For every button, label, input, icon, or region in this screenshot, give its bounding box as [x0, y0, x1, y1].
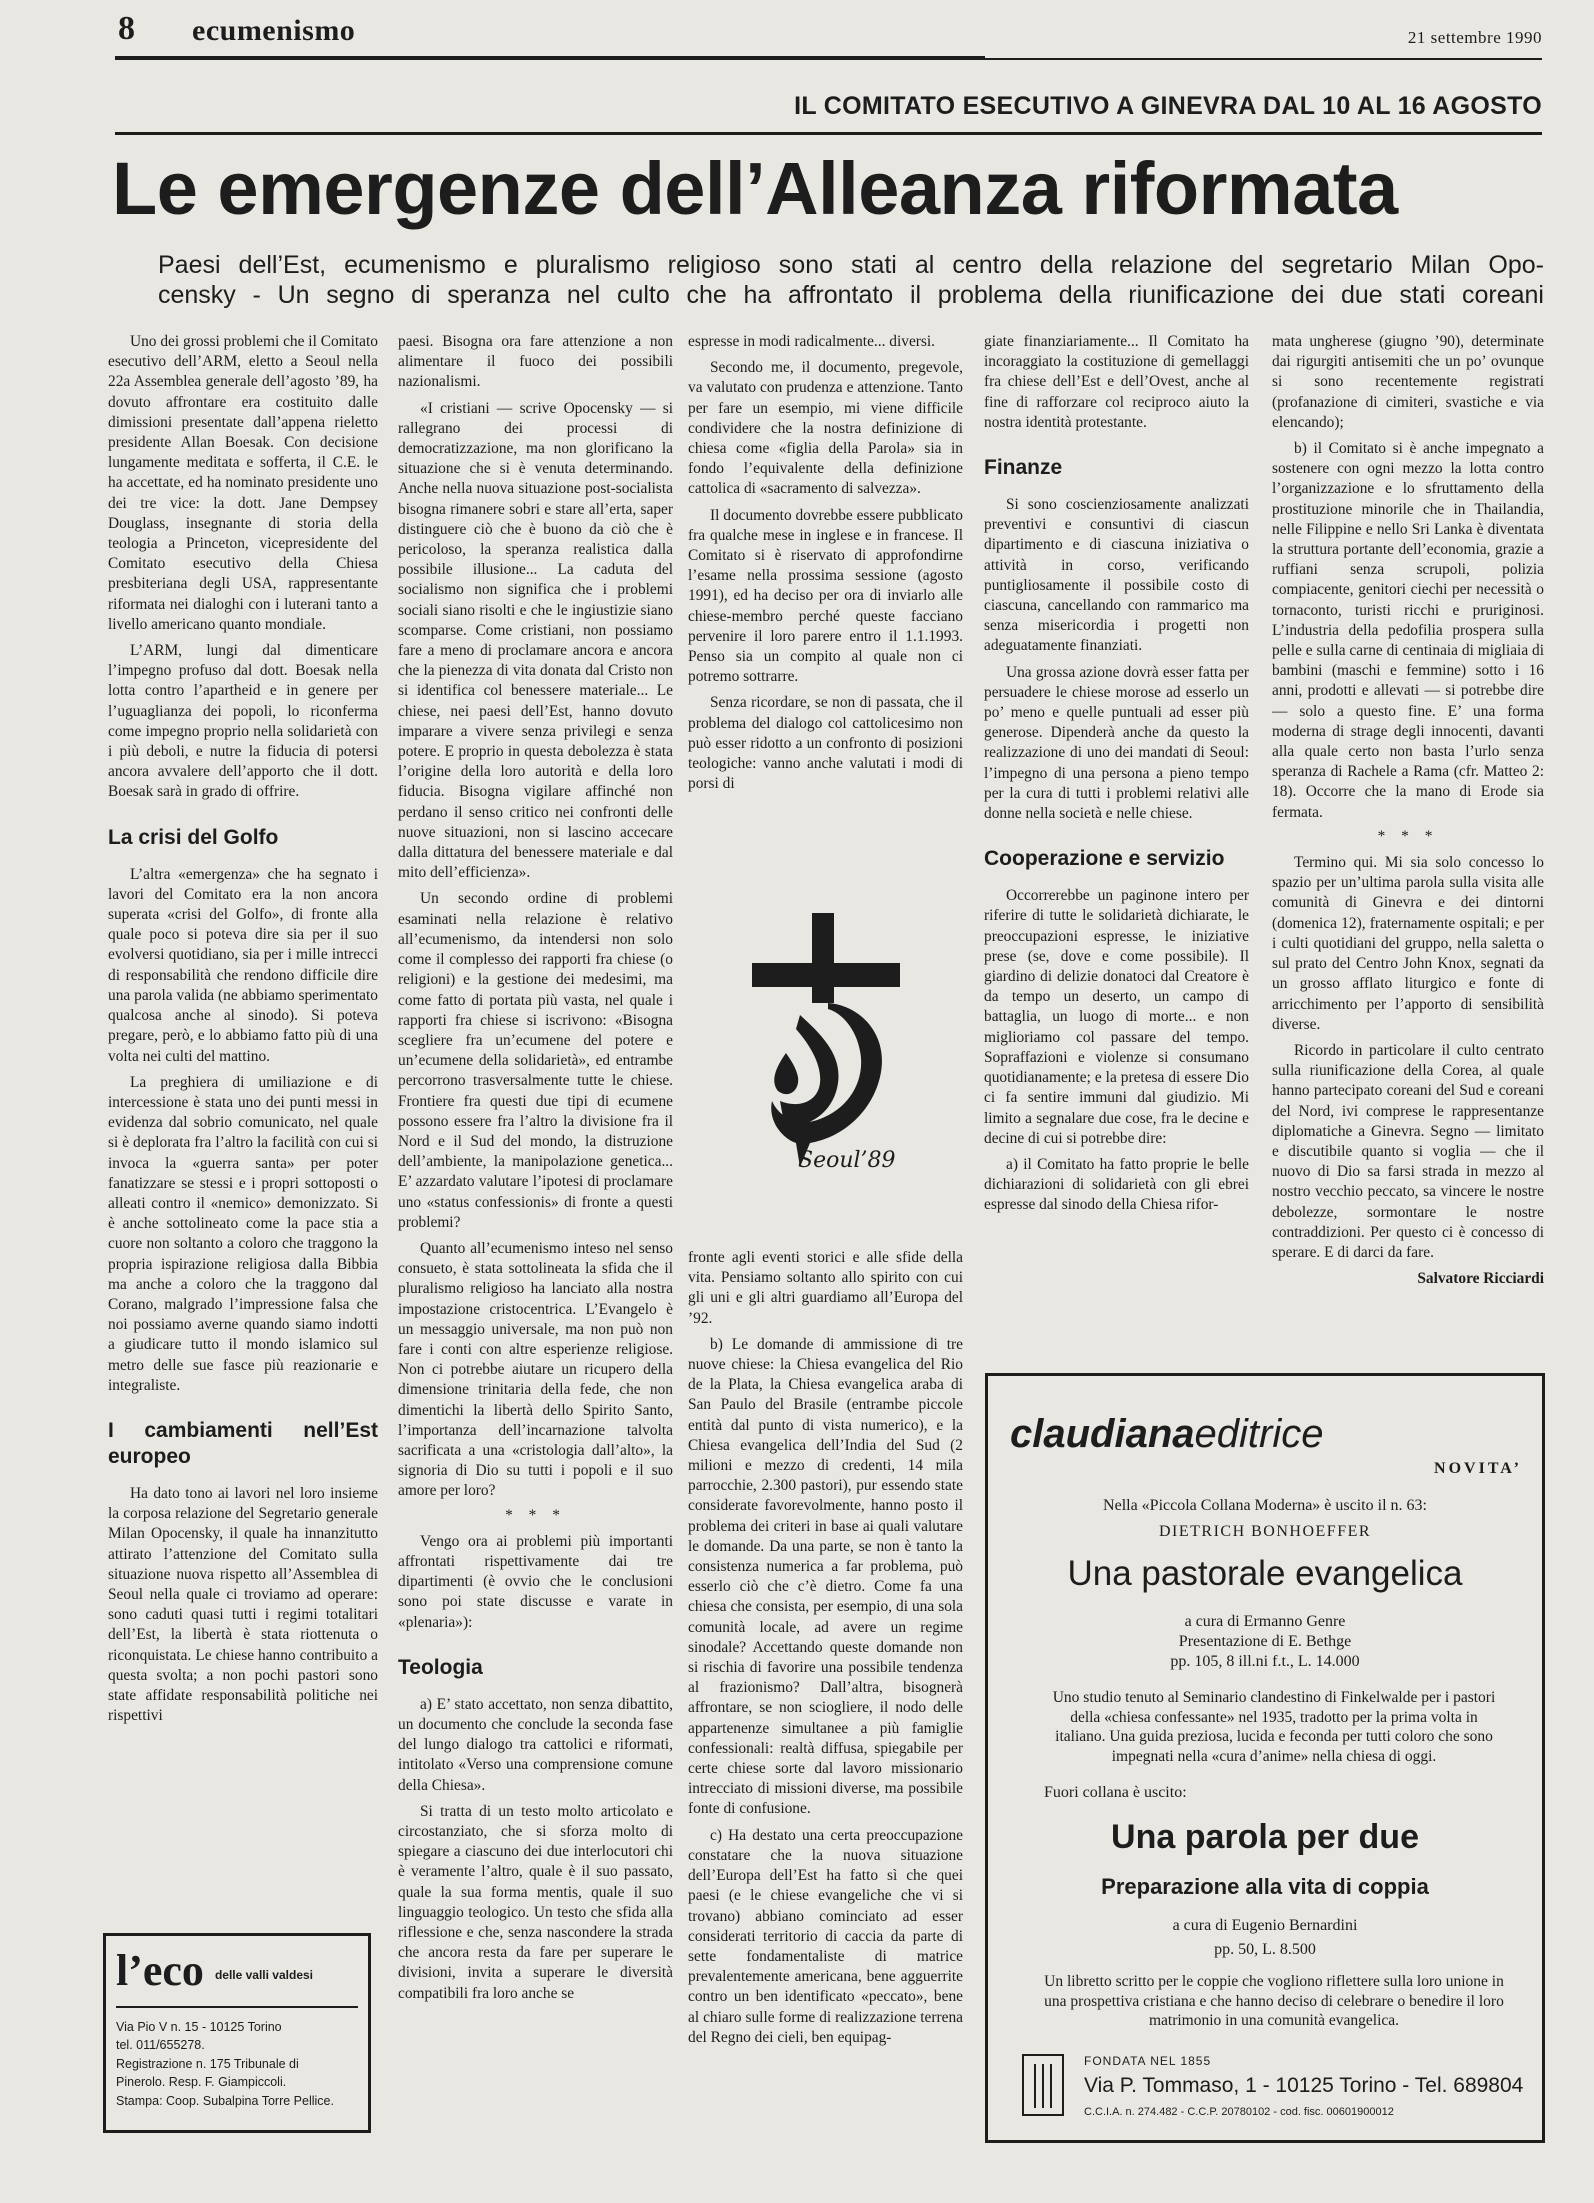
- article-column-2: [398, 332, 673, 2142]
- issue-date: 21 settembre 1990: [1407, 28, 1542, 47]
- paragraph: «I cristiani — scrive Opocensky — si rallegrano dei processi di democratizzazione, ma non glorificano la situazione che si è venuta determinando. Anche nella nuova situazione post-socialista bisogna rimanere sobri e stare all’erta, saper distinguere ciò che è buono da ciò che è pericoloso, la speranza realistica dalla possibile illusione... La caduta del socialismo non significa che i problemi sociali siano risolti e che le ingiustizie siano scomparse. Come cristiani, non possiamo fare a meno di proclamare ancora e ancora che la pienezza di vita donata dal Cristo non si identifica col benessere materiale... Le chiese, nei paesi dell’Est, hanno dovuto imparare a vivere senza privilegi e senza potere. E proprio in questa debolezza è stata l’origine della loro autorità e della loro fiducia. Bisogna vigilare affinché non perdano il senso critico nei confronti delle nuove situazioni, non si lascino accecare dalla dittatura del benessere materiale e dal mito dell’efficienza».: [398, 399, 673, 882]
- ad-book2-subtitle: Preparazione alla vita di coppia: [1101, 1874, 1429, 1899]
- ad-codes: C.C.I.A. n. 274.482 - C.C.P. 20780102 - cod. fisc. 00601900012: [1084, 2106, 1394, 2118]
- ad-book2-cura: a cura di Eugenio Bernardini: [1172, 1917, 1358, 1934]
- ad-brand-bold: claudiana: [1010, 1412, 1195, 1456]
- ad-brand-light: editrice: [1194, 1412, 1324, 1456]
- section-break: * * *: [505, 1506, 566, 1524]
- logo-caption: Seoul’89: [798, 1148, 896, 1173]
- eco-rule: [116, 2006, 358, 2008]
- ad-book1-pres: Presentazione di E. Bethge: [1178, 1633, 1352, 1650]
- paragraph: Vengo ora ai problemi più importanti affrontati rispettivamente dai tre dipartimenti (è ovvio che le conclusioni sono poi state discusse e varate in «plenaria»):: [398, 1532, 673, 1631]
- eco-title: [116, 1948, 358, 1998]
- cross-logo-icon: [740, 905, 910, 1185]
- kicker: IL COMITATO ESECUTIVO A GINEVRA DAL 10 AL 16 AGOSTO: [794, 92, 1542, 120]
- ad-book1-price: pp. 105, 8 ill.ni f.t., L. 14.000: [1170, 1653, 1360, 1670]
- paragraph: Senza ricordare, se non di passata, che il problema del dialogo col cattolicesimo non può esser ridotto a un confronto di posizioni teologiche: vanno anche valutati i modi di porsi di: [688, 694, 963, 793]
- paragraph: Secondo me, il documento, pregevole, va valutato con prudenza e attenzione. Tanto per fare un esempio, mi viene difficile condividere che la nostra definizione di chiesa come «figlia della Parola» sia in fondo l’equivalente della definizione cattolica di «sacramento di salvezza».: [688, 359, 963, 498]
- ad-book1-cura: a cura di Ermanno Genre: [1184, 1613, 1346, 1630]
- paragraph: c) Ha destato una certa preoccupazione constatare che la nuova situazione dell’Europa dell’Est ha fatto sì che quei paesi (e le chiese evangeliche che vi si trovano) abbiano cominciato ad esser considerati territorio di caccia da parte di sette fondamentaliste di matrice prevalentemente americana, bene agguerrite contro un ben identificato «peccato», bene al chiaro sulle forme di realizzazione terrena del Regno dei cieli, ben equipag-: [688, 1826, 963, 2046]
- paragraph: Il documento dovrebbe essere pubblicato fra qualche mese in inglese e in francese. Il Comitato si è riservato di approfondirne l’esame nella prossima sessione (agosto 1991), ed ha deciso per ora di inviarlo alle chiese-membro perché queste facciano pervenire il loro parere entro il 1.1.1993. Penso sia un compito al quale non ci potremo sottrarre.: [688, 506, 963, 686]
- headline: Le emergenze dell’Alleanza riformata: [112, 147, 1398, 230]
- paragraph: Occorrerebbe un paginone intero per riferire di tutte le solidarietà dichiarate, le preoccupazioni espresse, le iniziative prese (se, dove e come possibile). Il giardino di delizie donatoci dal Creatore è da tempo un deserto, un campo di battaglia, un luogo di morte... e non miglioriamo col passare del tempo. Sopraffazioni e violenze si consumano quotidianamente; e la pretesa di essere Dio ci fa sentire immuni dal giudizio. Mi limito a segnalare due cose, fra le decine e decine di cui si potrebbe dire:: [984, 887, 1249, 1147]
- paragraph: La preghiera di umiliazione e di intercessione è stata uno dei punti messi in evidenza dal sobrio comunicato, nel quale si è deplorata fra l’altro la facilità con cui si invoca la «guerra santa» per poter fanatizzare se stessi e i propri sottoposti o alleati contro il «nemico» demonizzato. Si è anche sottolineato come la pace stia a cuore non soltanto a coloro che traggono la propria ispirazione religiosa dalla Bibbia ma anche a coloro che la traggono dal Corano, malgrado l’impressione falsa che noi possiamo averne quando siamo indotti a giudicare tutto il mondo islamico sul metro delle sue fasce più reazionarie e integraliste.: [108, 1073, 378, 1394]
- paragraph: L’ARM, lungi dal dimenticare l’impegno profuso dal dott. Boesak nella lotta contro l’apartheid e in genere per l’uguaglianza dei popoli, lo riconferma come impegno proprio nella solidarietà con i più deboli, e nutre la fiducia di potersi ancora avvalere dell’apporto che il dott. Boesak sarà in grado di offrire.: [108, 642, 378, 801]
- paragraph: Uno dei grossi problemi che il Comitato esecutivo dell’ARM, eletto a Seoul nella 22a Assemblea generale dell’agosto ’89, ha dovuto affrontare era costituito dalle dimissioni presentate dall’appena rieletto presidente Allan Boesak. Con decisione lungamente meditata e sofferta, il C.E. le ha accettate, ed ha nominato presidente uno dei tre vice: la dott. Jane Dempsey Douglass, insegnante di storia della teologia a Princeton, vicepresidente del Comitato esecutivo della Chiesa presbiteriana degli USA, rappresentante riformata nei dialoghi con i luterani tanto a livello americano quanto mondiale.: [108, 333, 378, 633]
- ad-book2-price: pp. 50, L. 8.500: [1214, 1941, 1316, 1958]
- ad-author: DIETRICH BONHOEFFER: [1158, 1523, 1372, 1540]
- article-column-3-bottom: [688, 1248, 963, 2143]
- article-column-4: [984, 332, 1249, 1350]
- paragraph: b) il Comitato si è anche impegnato a sostenere con ogni mezzo la lotta contro l’organizzazione e lo sfruttamento della prostituzione minorile che in Thailandia, nelle Filippine e nello Sri Lanka è diventata la struttura portante dell’economia, grazie a ruffiani senza scrupoli, polizia compiacente, genitori ciechi per necessità o tornaconto, turisti ricchi e pruriginosi. L’industria della pedofilia prospera sulla pelle e sulla carne di centinaia di migliaia di bambini (maschi e femmine) sotto i 16 anni, prodotti e allevati — si potrebbe dire — solo a questo fine. E’ una forma moderna di strage degli innocenti, davanti alla quale certo non basta l’urlo senza speranza di Rachele a Rama (cfr. Matteo 2: 18). Occorre che la mano di Erode sia fermata.: [1272, 440, 1544, 821]
- subheading-finance: Finanze: [984, 456, 1063, 480]
- paragraph: mata ungherese (giugno ’90), determinate dai rigurgiti antisemiti che un po’ ovunque si sono recentemente registrati (profanazione di cimiteri, svastiche e via elencando);: [1272, 333, 1544, 431]
- paragraph: Un secondo ordine di problemi esaminati nella relazione è relativo all’ecumenismo, da intendersi non solo come il complesso dei rapporti fra chiese (o religioni) e la gestione dei medesimi, ma come fatto di portata più vasta, nel quale i rapporti fra chiese si iscrivono: «Bisogna scegliere fra un’ecumene del potere e un’ecumene della solidarietà», ed entrambe percorrono trasversalmente tutte le chiese. Frontiere fra questi due tipi di ecumene possono essere fra l’altro la divisione fra il Nord e il Sud del mondo, la distruzione dell’ambiente, la manipolazione genetica... E’ azzardato valutare l’ipotesi di proclamare uno «status confessionis» di fronte a questi problemi?: [398, 890, 673, 1231]
- subheading-cooperation: Cooperazione e servizio: [984, 847, 1225, 871]
- ad-book2-desc: Un libretto scritto per le coppie che vogliono riflettere sulla loro unione in una prospettiva cristiana e che hanno deciso di celebrare o benedire il loro matrimonio in una comunità evangelica.: [1044, 1973, 1504, 2029]
- paragraph: Termino qui. Mi sia solo concesso lo spazio per un’ultima parola sulla visita alle comunità di Ginevra e dei dintorni (domenica 12), fraternamente ospitali; e per i culti quotidiani del gruppo, nella saletta o sul prato del Centro John Knox, segnati da un grosso afflato liturgico e fonte di arricchimento per l’apporto di sensibilità diverse.: [1272, 854, 1544, 1033]
- paragraph: espresse in modi radicalmente... diversi.: [688, 333, 936, 350]
- subheading-east: I cambiamenti nell’Est europeo: [108, 1418, 378, 1468]
- paragraph: giate finanziariamente... Il Comitato ha incoraggiato la costituzione di gemellaggi fra chiese dell’Est e dell’Ovest, anche al fine di rafforzare col reciproco aiuto la nostra identità protestante.: [984, 333, 1249, 431]
- subheading-theology: Teologia: [398, 1655, 483, 1679]
- paragraph: fronte agli eventi storici e alle sfide della vita. Pensiamo soltanto allo spirito con cui gli uni e gli altri guardiamo all’Europa del ’92.: [688, 1249, 963, 1327]
- masthead-rule-thin: [985, 58, 1542, 60]
- kicker-rule: [115, 132, 1542, 135]
- paragraph: Si tratta di un testo molto articolato e circostanziato, che si sforza molto di spiegare a ciascuno dei due interlocutori chi è veramente l’altro, quale è il suo passato, quale la sua forma mentis, quale il suo linguaggio teologico. Un testo che sfida alla riflessione e che, senza nascondere la strada che ancora resta da fare per superare le divisioni, invita a superare le diversità compatibili fra loro anche se: [398, 1802, 673, 2002]
- ad-address: Via P. Tommaso, 1 - 10125 Torino - Tel. 689804: [1084, 2074, 1524, 2097]
- page-number: 8: [118, 10, 135, 47]
- ad-book1-title: Una pastorale evangelica: [1067, 1554, 1463, 1593]
- eco-title-main: l’eco: [116, 1946, 204, 1995]
- paragraph: Quanto all’ecumenismo inteso nel senso consueto, è stata sottolineata la sfida che il pluralismo religioso ha lanciato alla nostra impostazione cristocentrica. L’Evangelo è un messaggio universale, ma non può non fare i conti con altre esperienze religiose. Non ci potrebbe aiutare un ricupero della dimensione trinitaria della fede, che non dimentichi la libertà dello Spirito Santo, l’importanza dell’incarnazione talvolta sacrificata a una «cristologia dall’alto», la signoria di Dio su tutti i popoli e il suo amore per loro?: [398, 1239, 673, 1500]
- ad-fondata: FONDATA NEL 1855: [1084, 2054, 1212, 2068]
- section-break: * * *: [1377, 827, 1439, 845]
- ad-intro: Nella «Piccola Collana Moderna» è uscito il n. 63:: [1103, 1497, 1427, 1514]
- eco-colophon-box: [103, 1933, 371, 2133]
- section-name: ecumenismo: [192, 14, 356, 47]
- seoul-89-logo: [740, 905, 910, 1185]
- ad-book2-title: Una parola per due: [1111, 1818, 1419, 1856]
- paragraph: a) E’ stato accettato, non senza dibattito, un documento che conclude la seconda fase del lungo dialogo tra cattolici e riformati, intitolato «Verso una comprensione comune della Chiesa».: [398, 1695, 673, 1794]
- paragraph: L’altra «emergenza» che ha segnato i lavori del Comitato era la non ancora superata «crisi del Golfo», di fronte alla quale poco si poteva dire sia per il suo evolversi quotidiano, sia per i mille intrecci di responsabilità che rendono difficile dire una parola valida (ne abbiamo sperimentato qualcosa anche al sinodo). Si poteva pregare, però, e lo abbiamo fatto più di una volta nei culti del mattino.: [108, 865, 378, 1065]
- publisher-mark-icon: [1022, 2054, 1064, 2116]
- masthead-rule-thick: [115, 56, 985, 60]
- deck-line-2: censky - Un segno di speranza nel culto che ha affrontato il problema della riunificazione dei due stati coreani: [158, 281, 1544, 309]
- ad-novita: NOVITA’: [1434, 1460, 1522, 1477]
- author-signature: Salvatore Ricciardi: [1417, 1270, 1544, 1288]
- ad-fuori: Fuori collana è uscito:: [1044, 1784, 1187, 1801]
- paragraph: Una grossa azione dovrà esser fatta per persuadere le chiese morose ad esserlo un po’ meno e quelle puntuali ad esser più generose. Dipenderà anche da questo la realizzazione di uno dei mandati di Seoul: l’impegno di una persona a pieno tempo per la cura di tutti i problemi relativi alle donne nella società e nelle chiese.: [984, 663, 1249, 823]
- paragraph: a) il Comitato ha fatto proprie le belle dichiarazioni di solidarietà con gli ebrei espresse dal sinodo della Chiesa rifor-: [984, 1155, 1249, 1214]
- article-column-5: [1272, 332, 1544, 1350]
- eco-title-sub: delle valli valdesi: [214, 1967, 313, 1982]
- deck-line-1: Paesi dell’Est, ecumenismo e pluralismo religioso sono stati al centro della relazione del segretario Milan Opo-: [158, 251, 1544, 279]
- claudiana-advertisement: [985, 1373, 1545, 2143]
- deck: [158, 250, 1544, 310]
- ad-brand: [1010, 1412, 1323, 1457]
- paragraph: Si sono coscienziosamente analizzati preventivi e consuntivi di ciascun dipartimento e di ciascuna iniziativa o attività in corso, verificando puntigliosamente il possibile costo di ciascuna, cancellando con rammarico ma senza misericordia i progetti non adeguatamente finanziati.: [984, 496, 1249, 655]
- article-column-1: [108, 332, 378, 1927]
- paragraph: Ricordo in particolare il culto centrato sulla riunificazione della Corea, al quale hanno partecipato coreani del Sud e coreani del Nord, ivi comprese le rappresentanze diplomatiche a Ginevra. Segno — limitato e discutibile quanto si voglia — che il nuovo di Dio sa farsi strada in mezzo al nostro vecchio peccato, sa vincere le nostre debolezze, sormontare le nostre contraddizioni. Per questo ci è concesso di sperare. E di darci da fare.: [1272, 1041, 1544, 1261]
- eco-address: Via Pio V n. 15 - 10125 Torino tel. 011/655278. Registrazione n. 175 Tribunale di Pinerolo. Resp. F. Giampiccoli. Stampa: Coop. Subalpina Torre Pellice.: [116, 2019, 334, 2108]
- paragraph: b) Le domande di ammissione di tre nuove chiese: la Chiesa evangelica del Rio de la Plata, la Chiesa evangelica araba di San Paulo del Brasile (entrambe piccole entità dal punto di vista numerico), e la Chiesa evangelica dell’India del Sud (2 milioni e mezzo di credenti, 14 mila parrocchie, 2.300 pastori), pur essendo state considerate favorevolmente, hanno posto il problema dei criteri in base ai quali valutare le domande. Da una parte, se non è tanto la consistenza numerica a far problema, può esserlo ciò che c’è dietro. Come fa una chiesa che consista, per esempio, di una sola comunità locale, ad avere un regime sinodale? Accettando queste domande non si rischia di favorire una possibile tendenza al frazionismo? Dall’altra, bisognerà affrontare, se non sciogliere, il nodo delle appartenenze simultanee a più famiglie confessionali: realtà diffusa, spiegabile per certe chiese sorte dal lavoro missionario intrecciato di missioni diverse, ma possibile fonte di confusione.: [688, 1335, 963, 1818]
- article-column-3-top: [688, 332, 963, 867]
- paragraph: paesi. Bisogna ora fare attenzione a non alimentare il fuoco dei possibili nazionalismi.: [398, 333, 673, 391]
- ad-book1-desc: Uno studio tenuto al Seminario clandestino di Finkelwalde per i pastori della «chiesa confessante» nel 1935, tradotto per la prima volta in italiano. Una guida preziosa, lucida e feconda per tutti coloro che sono impegnati nella «cura d’anime» nella chiesa di oggi.: [1052, 1689, 1496, 1765]
- subheading-gulf: La crisi del Golfo: [108, 825, 279, 849]
- paragraph: Ha dato tono ai lavori nel loro insieme la corposa relazione del Segretario generale Milan Opocensky, il quale ha innanzitutto attirato l’attenzione del Comitato sulla situazione nuova rispetto all’Assemblea di Seoul nella quale ci troviamo ad operare: sono caduti quasi tutti i regimi totalitari dell’Est, la libertà è stata riottenuta o riconquistata. Le chiese hanno contribuito a questa svolta; a non pochi pastori sono state affidate responsabilità politiche nei rispettivi: [108, 1484, 378, 1725]
